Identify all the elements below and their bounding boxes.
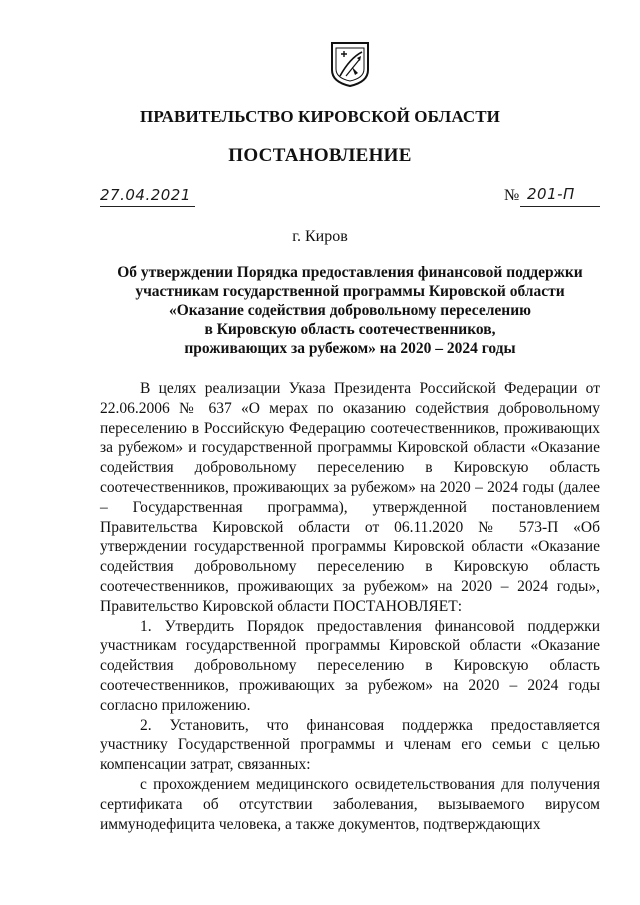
title-line: Об утверждении Порядка предоставления финансовой поддержки — [117, 264, 583, 281]
document-number: 201-П — [527, 185, 575, 203]
document-body — [100, 379, 600, 834]
title-line: проживающих за рубежом» на 2020 – 2024 годы — [184, 340, 516, 357]
date-underline — [100, 206, 195, 207]
kirov-oblast-coat-of-arms-icon — [328, 40, 372, 88]
city: г. Киров — [292, 228, 348, 245]
title-line: «Оказание содействия добровольному переселению — [168, 302, 532, 319]
date-value: 27.04.2021 — [100, 186, 191, 204]
preamble-paragraph: В целях реализации Указа Президента Российской Федерации от 22.06.2006 № 637 «О мерах по оказанию содействия добровольному переселению в Российскую Федерацию соотечественников, проживающих за рубежом» и государственной программы Кировской области «Оказание содействия добровольному переселению в Кировскую область соотечественников, проживающих за рубежом» на 2020 – 2024 годы (далее – Государственная программа), утвержденной постановлением Правительства Кировской области от 06.11.2020 № 573-П «Об утверждении государственной программы Кировской области «Оказание содействия добровольному переселению в Кировскую область соотечественников, проживающих за рубежом» на 2020 – 2024 годы», Правительство Кировской области ПОСТАНОВЛЯЕТ: — [100, 380, 600, 615]
title-line: в Кировскую область соотечественников, — [204, 321, 496, 338]
document-date — [100, 186, 191, 205]
point-2-paragraph: 2. Установить, что финансовая поддержка предоставляется участнику Государственной программы и членам его семьи с целью компенсации затрат, связанных: — [100, 716, 600, 774]
title-line: участникам государственной программы Кировской области — [135, 283, 565, 300]
subpoint-paragraph: с прохождением медицинского освидетельствования для получения сертификата об отсутствии заболевания, вызываемого вирусом иммунодефицита человека, а также документов, подтверждающих — [100, 775, 600, 833]
document-title — [100, 263, 600, 358]
point-1-paragraph: 1. Утвердить Порядок предоставления финансовой поддержки участникам государственной программы Кировской области «Оказание содействия добровольному переселению в Кировскую область соотечественников, проживающих за рубежом» на 2020 – 2024 годы согласно приложению. — [100, 617, 600, 714]
number-label: № — [504, 187, 520, 204]
government-name: ПРАВИТЕЛЬСТВО КИРОВСКОЙ ОБЛАСТИ — [140, 107, 500, 126]
number-underline — [520, 206, 600, 207]
document-type: ПОСТАНОВЛЕНИЕ — [228, 145, 412, 166]
